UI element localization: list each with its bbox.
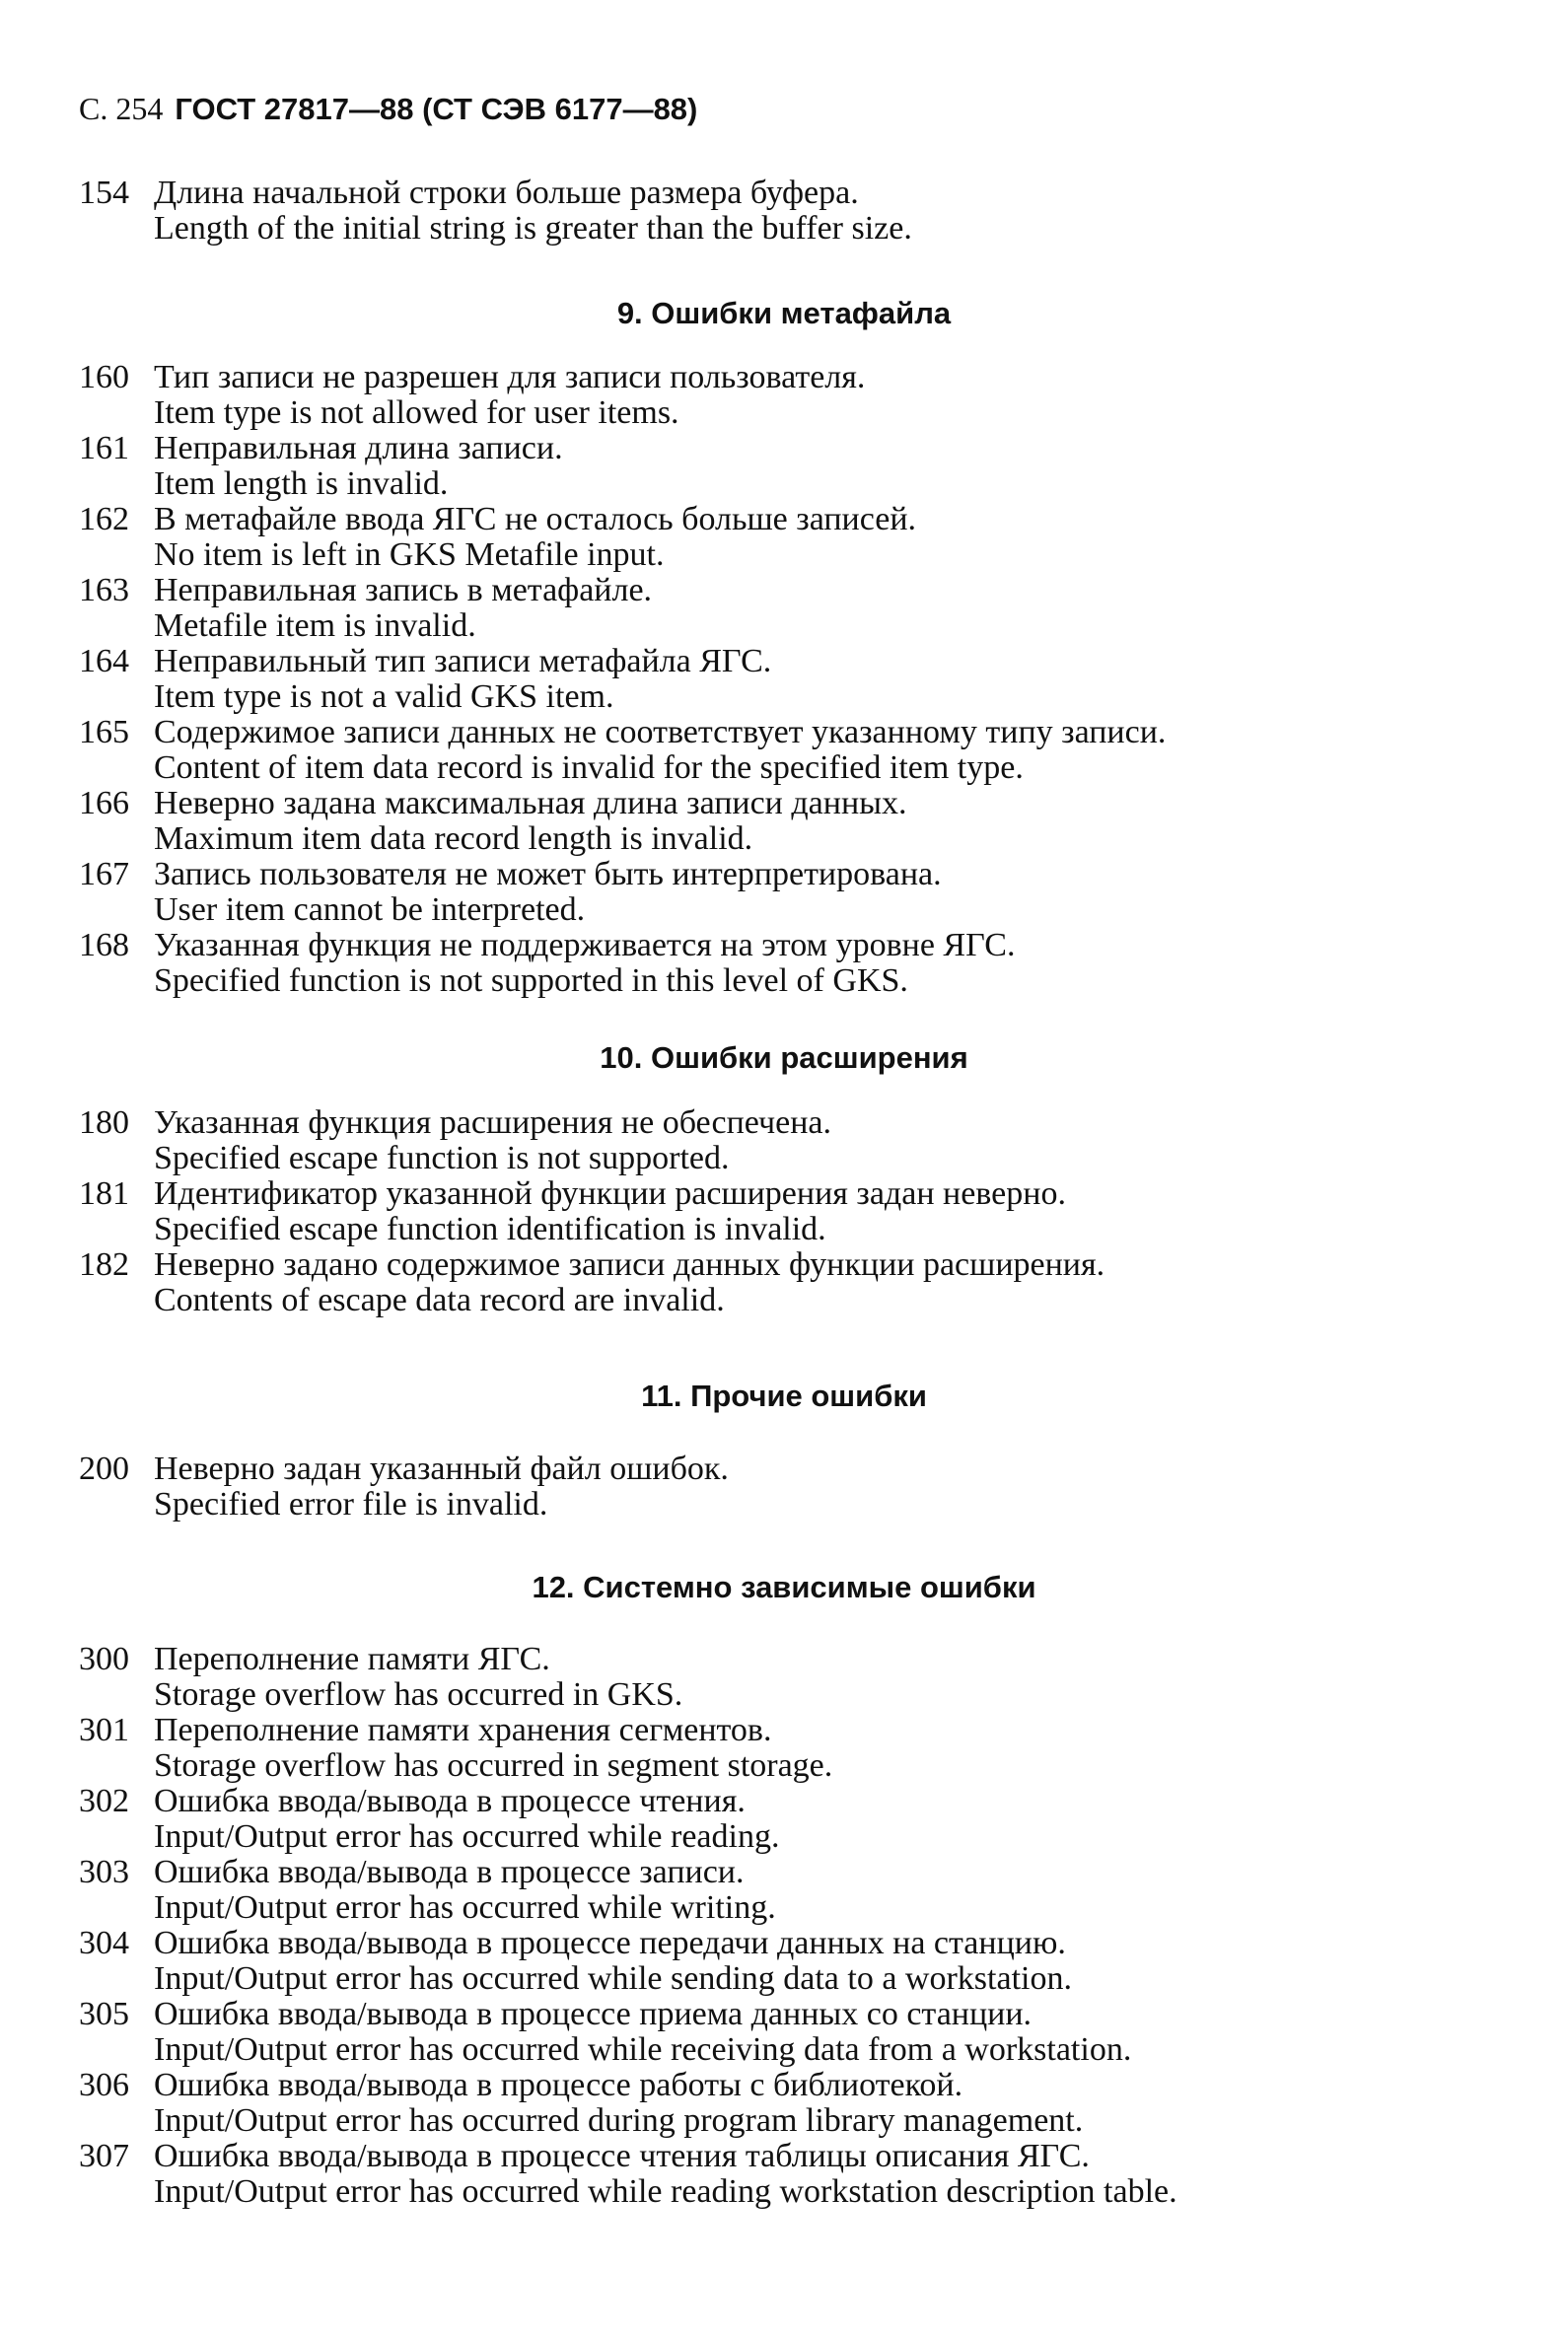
error-entry (79, 1176, 1499, 1247)
error-entry (79, 1997, 1499, 2068)
error-entry (79, 786, 1499, 857)
section-heading: 9. Ошибки метафайла (616, 296, 952, 330)
error-text-ru: Неправильный тип записи метафайла ЯГС. (154, 643, 772, 679)
error-entry (79, 176, 1499, 247)
error-text-ru: Неверно задано содержимое записи данных функции расширения. (154, 1246, 1105, 1283)
error-text-en: Storage overflow has occurred in segment storage. (154, 1747, 833, 1784)
error-text-ru: Ошибка ввода/вывода в процессе чтения таблицы описания ЯГС. (154, 2138, 1090, 2174)
error-entry (79, 2068, 1499, 2139)
page-number: С. 254 (79, 91, 164, 126)
error-text-en: Input/Output error has occurred while reading workstation description table. (154, 2173, 1177, 2210)
standard-title: ГОСТ 27817—88 (СТ СЭВ 6177—88) (175, 92, 698, 126)
error-text-ru: Ошибка ввода/вывода в процессе работы с библиотекой. (154, 2067, 963, 2103)
error-text-en: Specified escape function is not supported. (154, 1140, 730, 1176)
error-text-ru: Ошибка ввода/вывода в процессе записи. (154, 1854, 745, 1890)
error-entry (79, 1926, 1499, 1997)
error-text-ru: Запись пользователя не может быть интерпретирована. (154, 856, 942, 892)
error-text-ru: Указанная функция расширения не обеспечена. (154, 1104, 832, 1141)
error-entry (79, 2139, 1499, 2210)
error-code: 301 (79, 1712, 129, 1748)
error-code: 162 (79, 501, 129, 537)
error-code: 300 (79, 1641, 129, 1677)
error-text-en: Metafile item is invalid. (154, 607, 476, 644)
error-text-ru: Указанная функция не поддерживается на этом уровне ЯГС. (154, 927, 1016, 963)
error-text-ru: Тип записи не разрешен для записи пользователя. (154, 359, 866, 395)
error-code: 307 (79, 2138, 129, 2174)
error-code: 306 (79, 2067, 129, 2103)
error-code: 200 (79, 1451, 129, 1487)
page-header (79, 89, 697, 129)
error-entry (79, 644, 1499, 715)
error-entry (79, 1642, 1499, 1713)
error-text-en: Specified function is not supported in this level of GKS. (154, 962, 908, 999)
error-text-en: Maximum item data record length is invalid. (154, 820, 753, 857)
error-entry (79, 1713, 1499, 1784)
error-code: 164 (79, 643, 129, 679)
error-text-ru: Идентификатор указанной функции расширения задан неверно. (154, 1175, 1066, 1212)
error-code: 180 (79, 1104, 129, 1141)
error-text-en: Item length is invalid. (154, 465, 449, 502)
error-text-ru: В метафайле ввода ЯГС не осталось больше записей. (154, 501, 917, 537)
error-entry (79, 715, 1499, 786)
error-entry (79, 1247, 1499, 1318)
error-code: 168 (79, 927, 129, 963)
error-entry (79, 1105, 1499, 1176)
error-text-ru: Содержимое записи данных не соответствует указанному типу записи. (154, 714, 1167, 750)
error-text-en: Content of item data record is invalid for the specified item type. (154, 749, 1024, 786)
error-code: 181 (79, 1175, 129, 1212)
error-text-en: Input/Output error has occurred while sending data to a workstation. (154, 1960, 1072, 1997)
error-entry (79, 1452, 1499, 1523)
error-entry (79, 1855, 1499, 1926)
error-code: 305 (79, 1996, 129, 2032)
error-code: 165 (79, 714, 129, 750)
error-text-en: User item cannot be interpreted. (154, 891, 586, 928)
error-text-ru: Неправильная длина записи. (154, 430, 563, 466)
error-text-en: Length of the initial string is greater than the buffer size. (154, 210, 912, 247)
error-code: 166 (79, 785, 129, 821)
error-text-ru: Неверно задан указанный файл ошибок. (154, 1451, 729, 1487)
error-text-ru: Переполнение памяти хранения сегментов. (154, 1712, 772, 1748)
error-entry (79, 928, 1499, 999)
error-entry (79, 573, 1499, 644)
error-code: 154 (79, 175, 129, 211)
error-text-en: Input/Output error has occurred while receiving data from a workstation. (154, 2031, 1132, 2068)
error-text-ru: Ошибка ввода/вывода в процессе передачи данных на станцию. (154, 1925, 1066, 1961)
error-code: 302 (79, 1783, 129, 1819)
error-text-en: Input/Output error has occurred while reading. (154, 1818, 780, 1855)
error-text-ru: Ошибка ввода/вывода в процессе приема данных со станции. (154, 1996, 1033, 2032)
error-text-en: Input/Output error has occurred during program library management. (154, 2102, 1084, 2139)
error-text-en: No item is left in GKS Metafile input. (154, 536, 665, 573)
error-text-en: Storage overflow has occurred in GKS. (154, 1676, 683, 1713)
error-entry (79, 1784, 1499, 1855)
error-text-en: Item type is not allowed for user items. (154, 394, 679, 431)
error-text-ru: Длина начальной строки больше размера буфера. (154, 175, 859, 211)
error-text-ru: Ошибка ввода/вывода в процессе чтения. (154, 1783, 746, 1819)
error-text-en: Input/Output error has occurred while writing. (154, 1889, 776, 1926)
section-heading: 10. Ошибки расширения (600, 1040, 968, 1075)
error-code: 161 (79, 430, 129, 466)
error-entry (79, 360, 1499, 431)
error-code: 303 (79, 1854, 129, 1890)
error-code: 304 (79, 1925, 129, 1961)
error-text-en: Item type is not a valid GKS item. (154, 678, 614, 715)
error-code: 163 (79, 572, 129, 608)
section-heading: 11. Прочие ошибки (641, 1379, 927, 1413)
section-heading: 12. Системно зависимые ошибки (532, 1570, 1036, 1604)
error-entry (79, 502, 1499, 573)
error-code: 167 (79, 856, 129, 892)
error-text-en: Specified escape function identification is invalid. (154, 1211, 826, 1247)
error-text-en: Specified error file is invalid. (154, 1486, 548, 1523)
error-entry (79, 431, 1499, 502)
error-code: 182 (79, 1246, 129, 1283)
error-text-ru: Неправильная запись в метафайле. (154, 572, 653, 608)
error-text-ru: Неверно задана максимальная длина записи данных. (154, 785, 907, 821)
error-text-ru: Переполнение памяти ЯГС. (154, 1641, 550, 1677)
error-entry (79, 857, 1499, 928)
error-text-en: Contents of escape data record are invalid. (154, 1282, 725, 1318)
error-code: 160 (79, 359, 129, 395)
